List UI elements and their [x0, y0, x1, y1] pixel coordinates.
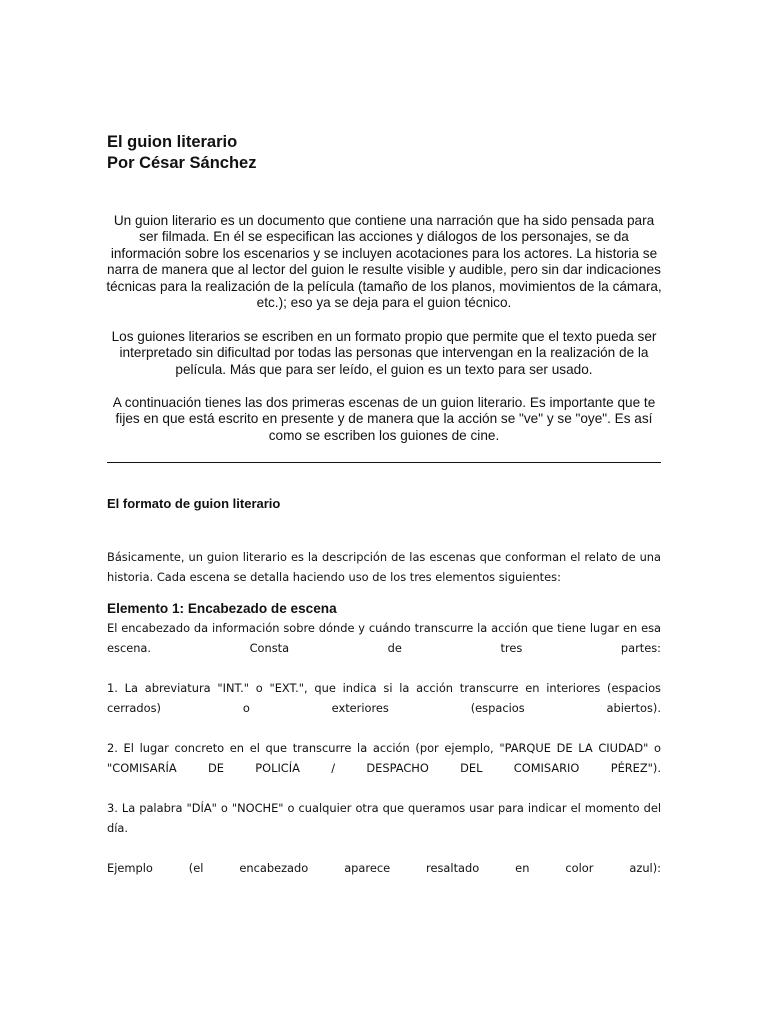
- document-author: Por César Sánchez: [107, 154, 257, 172]
- basic-paragraph: Básicamente, un guion literario es la descripción de las escenas que conforman el relato de una historia. Cada escena se detalla haciendo uso de los tres elementos siguientes:: [107, 550, 661, 584]
- intro-paragraph-1: Un guion literario es un documento que contiene una narración que ha sido pensada para ser filmada. En él se especifican las acciones y diálogos de los personajes, se da información sobre los escenarios y se incluyen acotaciones para los actores. La historia se narra de manera que al lector del guion le resulte visible y audible, pero sin dar indicaciones técnicas para la realización de la película (tamaño de los planos, movimientos de la cámara, etc.); eso ya se deja para el guion técnico.: [106, 213, 662, 311]
- list-item: 3. La palabra "DÍA" o "NOCHE" o cualquier otra que queramos usar para indicar el momento del día.: [107, 801, 661, 835]
- document-title: El guion literario: [107, 133, 238, 151]
- element-1-heading: Elemento 1: Encabezado de escena: [107, 601, 337, 616]
- intro-paragraph-3: A continuación tienes las dos primeras escenas de un guion literario. Es importante que te fijes en que está escrito en presente y de manera que la acción se "ve" y se "oye". Es así como se escriben los guiones de cine.: [112, 395, 656, 443]
- element-1-description: El encabezado da información sobre dónde y cuándo transcurre la acción que tiene lugar en esa escena. Consta de tres partes:: [107, 621, 661, 655]
- list-item: 1. La abreviatura "INT." o "EXT.", que indica si la acción transcurre en interiores (espacios cerrados) o exteriores (espacios abiertos).: [107, 681, 661, 715]
- example-line: Ejemplo (el encabezado aparece resaltado en color azul):: [107, 861, 661, 875]
- document-title-block: [107, 132, 256, 174]
- list-item: 2. El lugar concreto en el que transcurre la acción (por ejemplo, "PARQUE DE LA CIUDAD" o "COMISARÍA DE POLICÍA / DESPACHO DEL COMISARIO PÉREZ").: [107, 741, 661, 775]
- intro-paragraph-2: Los guiones literarios se escriben en un formato propio que permite que el texto pueda ser interpretado sin dificultad por todas las personas que intervengan en la realización de la película. Más que para ser leído, el guion es un texto para ser usado.: [111, 329, 657, 377]
- horizontal-divider: [107, 462, 661, 463]
- section-heading: El formato de guion literario: [107, 496, 281, 511]
